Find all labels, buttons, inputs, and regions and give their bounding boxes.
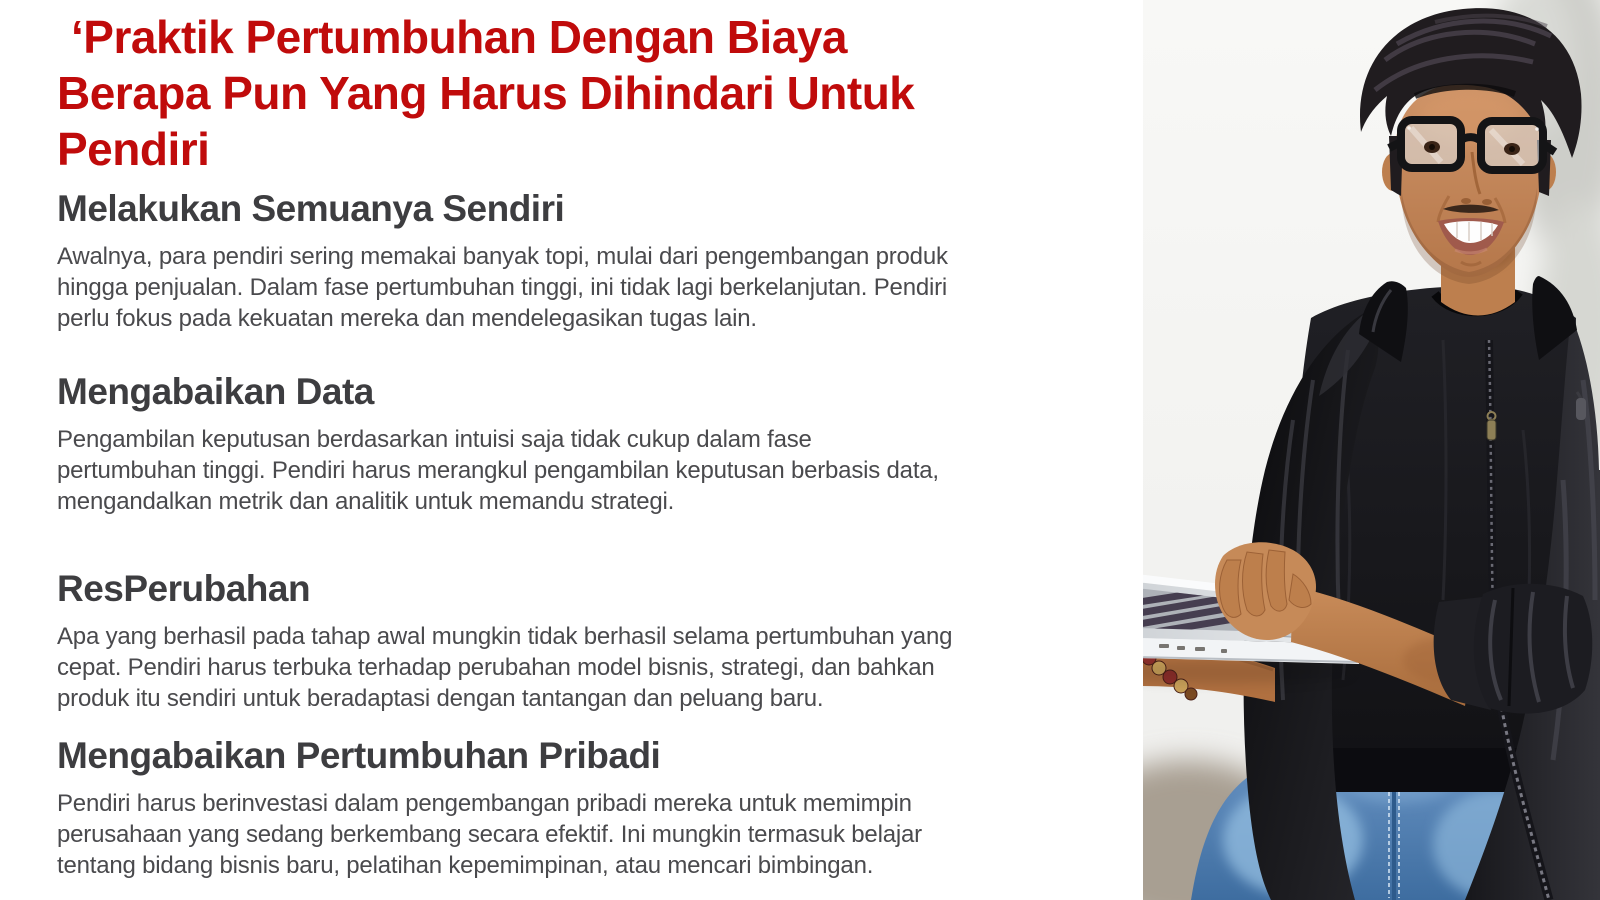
body-line: hingga penjualan. Dalam fase pertumbuhan tinggi, ini tidak lagi berkelanjutan. Pendiri [57, 274, 948, 301]
section-melakukan-semuanya-sendiri [57, 187, 1135, 334]
body-line: tentang bidang bisnis baru, pelatihan kepemimpinan, atau mencari bimbingan. [57, 852, 874, 879]
section-mengabaikan-pertumbuhan-pribadi [57, 734, 1135, 881]
photo-of-man-with-laptop [1143, 0, 1600, 900]
zipper-pull [1487, 420, 1496, 440]
section-heading: ResPerubahan [57, 568, 311, 609]
body-line: cepat. Pendiri harus terbuka terhadap perubahan model bisnis, strategi, dan bahkan [57, 654, 935, 681]
body-line: produk itu sendiri untuk beradaptasi dengan tantangan dan peluang baru. [57, 685, 824, 712]
section-heading: Melakukan Semuanya Sendiri [57, 188, 565, 229]
body-line: Pendiri harus berinvestasi dalam pengembangan pribadi mereka untuk memimpin [57, 790, 912, 817]
section-heading: Mengabaikan Data [57, 371, 374, 412]
body-line: Awalnya, para pendiri sering memakai banyak topi, mulai dari pengembangan produk [57, 243, 948, 270]
section-heading: Mengabaikan Pertumbuhan Pribadi [57, 735, 661, 776]
section-body [57, 424, 1135, 517]
body-line: Apa yang berhasil pada tahap awal mungkin tidak berhasil selama pertumbuhan yang [57, 623, 953, 650]
title-line: Berapa Pun Yang Harus Dihindari Untuk [57, 67, 915, 119]
body-line: perlu fokus pada kekuatan mereka dan mendelegasikan tugas lain. [57, 305, 757, 332]
text-column [57, 0, 1135, 881]
man-photo-illustration [1143, 0, 1600, 900]
section-body [57, 621, 1135, 714]
title-line: Pendiri [57, 123, 210, 175]
section-body [57, 788, 1135, 881]
section-resperubahan [57, 567, 1135, 714]
drawstring-toggle [1576, 398, 1586, 420]
page-title [57, 9, 1135, 177]
rolled-sleeve-cuff [1434, 584, 1593, 714]
body-line: pertumbuhan tinggi. Pendiri harus merangkul pengambilan keputusan berbasis data, [57, 457, 939, 484]
title-line: ‘Praktik Pertumbuhan Dengan Biaya [71, 11, 847, 63]
section-body [57, 241, 1135, 334]
section-mengabaikan-data [57, 370, 1135, 517]
body-line: perusahaan yang sedang berkembang secara efektif. Ini mungkin termasuk belajar [57, 821, 922, 848]
body-line: Pengambilan keputusan berdasarkan intuisi saja tidak cukup dalam fase [57, 426, 812, 453]
body-line: mengandalkan metrik dan analitik untuk memandu strategi. [57, 488, 675, 515]
